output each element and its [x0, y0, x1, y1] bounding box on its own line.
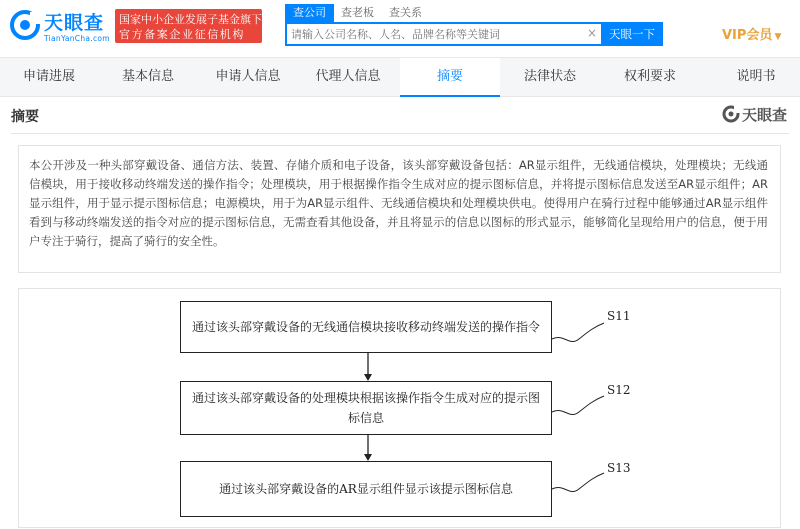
- detail-nav-tabs: [0, 57, 800, 97]
- vip-label: VIP会员: [722, 28, 773, 43]
- search-input[interactable]: [291, 24, 591, 44]
- flow-step-text: 通过该头部穿戴设备的无线通信模块接收移动终端发送的操作指令: [191, 320, 540, 334]
- tab-applicant-info[interactable]: 申请人信息: [215, 69, 281, 84]
- flow-step-label: S13: [607, 461, 631, 475]
- flow-step-text: 通过该头部穿戴设备的AR显示组件显示该提示图标信息: [219, 482, 513, 496]
- search-tab-relation[interactable]: 查关系: [389, 6, 422, 19]
- tab-claims[interactable]: 权利要求: [623, 69, 676, 84]
- tab-abstract[interactable]: 摘要: [400, 58, 500, 96]
- search-box: [285, 22, 663, 46]
- watermark-text: 天眼查: [742, 106, 788, 124]
- tianyancha-logo[interactable]: [10, 8, 110, 48]
- logo-text: 天眼查: [44, 12, 105, 34]
- flow-step-s11: [180, 301, 552, 353]
- org-badge: [115, 9, 262, 43]
- search-tab-company[interactable]: 查公司: [285, 4, 334, 22]
- tab-agent-info[interactable]: 代理人信息: [315, 69, 381, 84]
- tianyancha-watermark: [722, 104, 792, 126]
- section-divider: [11, 133, 789, 134]
- section-title: 摘要: [11, 109, 39, 125]
- abstract-figure: [18, 288, 781, 528]
- tab-legal-status[interactable]: 法律状态: [523, 69, 576, 84]
- abstract-box: [18, 145, 781, 273]
- flow-step-s13: [180, 461, 552, 517]
- tab-application-progress[interactable]: 申请进展: [22, 69, 75, 84]
- search-tab-boss[interactable]: 查老板: [341, 6, 374, 19]
- tab-basic-info[interactable]: 基本信息: [121, 69, 174, 84]
- clear-icon[interactable]: ×: [587, 26, 598, 40]
- tianyancha-mark-icon: [722, 105, 740, 123]
- logo-subtitle: TianYanCha.com: [44, 34, 110, 43]
- top-header: [0, 0, 800, 56]
- logo-icon: [10, 10, 40, 40]
- org-badge-line2: 官方备案企业征信机构: [119, 28, 245, 41]
- flow-step-s12: [180, 381, 552, 435]
- vip-member-link[interactable]: [722, 24, 781, 43]
- search-button[interactable]: 天眼一下: [601, 22, 663, 46]
- tab-description[interactable]: 说明书: [736, 69, 776, 84]
- chevron-down-icon: ▼: [774, 32, 782, 42]
- flow-step-text: 通过该头部穿戴设备的处理模块根据该操作指令生成对应的提示图标信息: [191, 391, 540, 425]
- flow-step-label: S11: [607, 309, 631, 323]
- abstract-text: 本公开涉及一种头部穿戴设备、通信方法、装置、存储介质和电子设备，该头部穿戴设备包括：AR显示组件，无线通信模块，处理模块；无线通信模块，用于接收移动终端发送的操作指令；处理模块，用于根据操作指令生成对应的提示图标信息，并将提示图标信息发送至AR显示组件；AR显示组件，用于显示提示图标信息；电源模块，用于为AR显示组件、无线通信模块和处理模块供电。使得用户在骑行过程中能够通过AR显示组件看到与移动终端发送的指令对应的提示图标信息，无需查看其他设备，并且将显示的信息以图标的形式显示，能够简化呈现给用户的信息，便于用户专注于骑行，提高了骑行的安全性。: [29, 158, 768, 248]
- flow-step-label: S12: [607, 383, 631, 397]
- org-badge-line1: 国家中小企业发展子基金旗下: [119, 13, 262, 26]
